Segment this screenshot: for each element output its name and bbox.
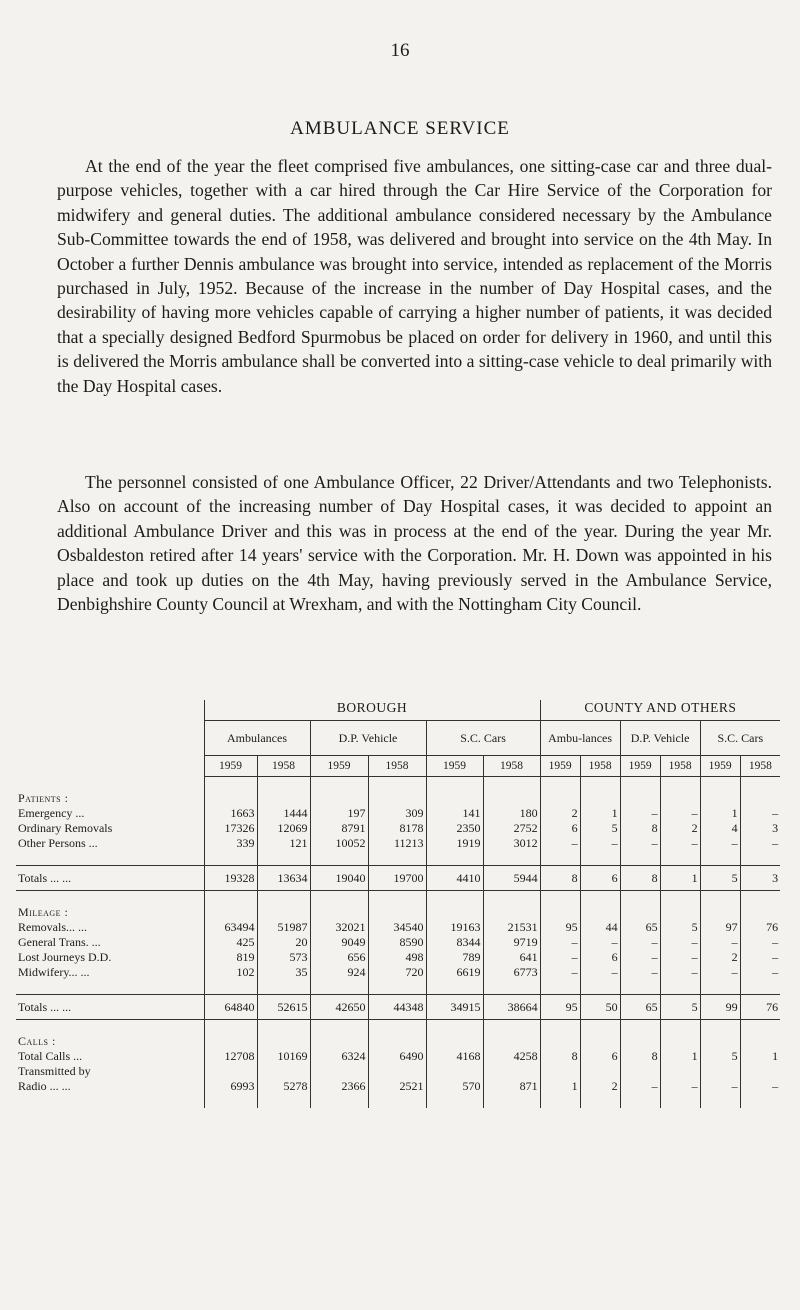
year-header: 1959 <box>620 756 660 777</box>
table-cell: 102 <box>204 965 257 980</box>
table-row <box>16 920 780 935</box>
table-cell: 1663 <box>204 806 257 821</box>
table-cell: 51987 <box>257 920 310 935</box>
table-cell <box>257 1064 310 1079</box>
table-cell: – <box>620 806 660 821</box>
table-cell <box>426 1064 483 1079</box>
table-row <box>16 806 780 821</box>
row-label: Totals ... ... <box>16 866 204 891</box>
table-cell: 1 <box>580 806 620 821</box>
table-cell <box>368 1064 426 1079</box>
table-row <box>16 1079 780 1094</box>
table-cell: 34540 <box>368 920 426 935</box>
row-label: Transmitted by <box>18 1064 91 1078</box>
section-heading-row <box>16 1034 780 1049</box>
table-cell: 50 <box>580 995 620 1020</box>
row-label: Ordinary Removals <box>18 821 113 835</box>
table-row <box>16 1064 780 1079</box>
table-cell: – <box>740 1079 780 1094</box>
table-cell: – <box>700 965 740 980</box>
section-heading: Patients : <box>18 791 69 805</box>
table-cell: 32021 <box>310 920 368 935</box>
table-cell: 12708 <box>204 1049 257 1064</box>
totals-row <box>16 866 780 891</box>
table-cell: 44348 <box>368 995 426 1020</box>
table-cell: 871 <box>483 1079 540 1094</box>
table-cell <box>660 1064 700 1079</box>
table-row <box>16 950 780 965</box>
year-header: 1958 <box>660 756 700 777</box>
table-cell: – <box>540 935 580 950</box>
table-cell: – <box>660 935 700 950</box>
table-cell: 570 <box>426 1079 483 1094</box>
table-cell: 180 <box>483 806 540 821</box>
year-header: 1958 <box>740 756 780 777</box>
sub-header-county-dp-vehicle: D.P. Vehicle <box>620 721 700 756</box>
table-cell: 1 <box>740 1049 780 1064</box>
group-header-county: COUNTY AND OTHERS <box>540 700 780 721</box>
year-header: 1958 <box>368 756 426 777</box>
table-cell: 2350 <box>426 821 483 836</box>
section-heading: Calls : <box>18 1034 56 1048</box>
page-number: 16 <box>390 40 410 61</box>
table-cell: – <box>660 1079 700 1094</box>
table-cell: 9049 <box>310 935 368 950</box>
table-cell: – <box>540 836 580 851</box>
table-cell: 2366 <box>310 1079 368 1094</box>
table-cell: – <box>740 836 780 851</box>
table-cell: – <box>740 806 780 821</box>
table-row <box>16 821 780 836</box>
table-cell: 64840 <box>204 995 257 1020</box>
table-cell: 1 <box>660 866 700 891</box>
table-cell: 8 <box>540 1049 580 1064</box>
table-cell: – <box>740 950 780 965</box>
table-cell: 4410 <box>426 866 483 891</box>
table-cell: 4168 <box>426 1049 483 1064</box>
table-cell: – <box>660 965 700 980</box>
table-cell: 2 <box>700 950 740 965</box>
table-cell: 6993 <box>204 1079 257 1094</box>
year-header: 1959 <box>204 756 257 777</box>
ambulance-statistics-table <box>16 700 780 1108</box>
table-row <box>16 935 780 950</box>
table-cell: 8178 <box>368 821 426 836</box>
table-cell: – <box>620 1079 660 1094</box>
table-cell: 20 <box>257 935 310 950</box>
table-cell: 17326 <box>204 821 257 836</box>
table-cell: 19700 <box>368 866 426 891</box>
table-cell: – <box>700 1079 740 1094</box>
table-cell: 2 <box>580 1079 620 1094</box>
table-cell: 5 <box>580 821 620 836</box>
table-cell: 35 <box>257 965 310 980</box>
row-label: Other Persons ... <box>18 836 98 850</box>
table-cell: 8 <box>540 866 580 891</box>
table-cell: 4 <box>700 821 740 836</box>
table-cell: 44 <box>580 920 620 935</box>
row-label: Lost Journeys D.D. <box>18 950 112 964</box>
sub-header-ambulances: Ambulances <box>204 721 310 756</box>
table-cell: 8 <box>620 1049 660 1064</box>
table-cell <box>700 1064 740 1079</box>
sub-header-county-ambulances: Ambu-lances <box>540 721 620 756</box>
table-cell: 76 <box>740 995 780 1020</box>
table-cell: 21531 <box>483 920 540 935</box>
group-header-borough: BOROUGH <box>204 700 540 721</box>
table-cell: 309 <box>368 806 426 821</box>
table-cell: 8 <box>620 821 660 836</box>
table-cell: 425 <box>204 935 257 950</box>
table-cell: 34915 <box>426 995 483 1020</box>
table-cell: 720 <box>368 965 426 980</box>
table-cell: 10169 <box>257 1049 310 1064</box>
year-header: 1958 <box>580 756 620 777</box>
totals-row <box>16 995 780 1020</box>
table-row <box>16 965 780 980</box>
table-cell: – <box>620 935 660 950</box>
table-cell: 6 <box>580 1049 620 1064</box>
row-label: Total Calls ... <box>18 1049 83 1063</box>
table-cell: 656 <box>310 950 368 965</box>
page-title: AMBULANCE SERVICE <box>290 118 510 139</box>
table-cell: 6490 <box>368 1049 426 1064</box>
table-cell: 4258 <box>483 1049 540 1064</box>
table-cell: – <box>660 950 700 965</box>
table-cell: 11213 <box>368 836 426 851</box>
table-cell <box>620 1064 660 1079</box>
table-cell: 6324 <box>310 1049 368 1064</box>
section-heading-row <box>16 791 780 806</box>
table-cell: – <box>740 935 780 950</box>
table-cell: 789 <box>426 950 483 965</box>
table-cell: 1 <box>660 1049 700 1064</box>
table-cell: 95 <box>540 995 580 1020</box>
table-cell: – <box>660 836 700 851</box>
table-cell: – <box>540 965 580 980</box>
year-header: 1958 <box>483 756 540 777</box>
table-cell: 3012 <box>483 836 540 851</box>
table-cell: 1 <box>540 1079 580 1094</box>
table-cell: 42650 <box>310 995 368 1020</box>
sub-header-dp-vehicle: D.P. Vehicle <box>310 721 426 756</box>
table-cell: 5944 <box>483 866 540 891</box>
table-cell: 13634 <box>257 866 310 891</box>
table-cell: 8590 <box>368 935 426 950</box>
table-cell: 641 <box>483 950 540 965</box>
table-cell: 19328 <box>204 866 257 891</box>
table-cell: 76 <box>740 920 780 935</box>
table-cell: – <box>580 965 620 980</box>
table-cell: – <box>540 950 580 965</box>
paragraph-personnel: The personnel consisted of one Ambulance Officer, 22 Driver/Attendants and two Telephonists. Also on account of the increasing number of Day Hospital cases, it was decided to appoint an additional Ambulance Driver and this was in process at the end of the year. During the year Mr. Osbaldeston retired after 14 years' service with the Corporation. Mr. H. Down was appointed in his place and took up duties on the 4th May, having previously served in the Ambulance Service, Denbighshire County Council at Wrexham, and with the Nottingham City Council. <box>57 472 772 615</box>
table-cell: – <box>740 965 780 980</box>
table-cell: 2521 <box>368 1079 426 1094</box>
table-cell: – <box>580 935 620 950</box>
table-cell: – <box>700 935 740 950</box>
sub-header-county-sc-cars: S.C. Cars <box>700 721 780 756</box>
table-cell: 63494 <box>204 920 257 935</box>
table-cell: 10052 <box>310 836 368 851</box>
table-cell <box>540 1064 580 1079</box>
table-cell: – <box>620 965 660 980</box>
table-cell: 339 <box>204 836 257 851</box>
table-cell: 6 <box>580 950 620 965</box>
table-cell: 819 <box>204 950 257 965</box>
table-cell: 38664 <box>483 995 540 1020</box>
table-cell: 19163 <box>426 920 483 935</box>
table-cell: 573 <box>257 950 310 965</box>
table-cell: 5 <box>660 995 700 1020</box>
table-cell: – <box>620 950 660 965</box>
table-cell: 141 <box>426 806 483 821</box>
table-cell <box>204 1064 257 1079</box>
table-cell <box>483 1064 540 1079</box>
year-header: 1959 <box>540 756 580 777</box>
table-cell: 99 <box>700 995 740 1020</box>
table-cell: 97 <box>700 920 740 935</box>
table-cell: 5 <box>660 920 700 935</box>
table-cell: 924 <box>310 965 368 980</box>
table-cell: – <box>700 836 740 851</box>
table-cell: 197 <box>310 806 368 821</box>
section-heading-row <box>16 905 780 920</box>
table-cell: 19040 <box>310 866 368 891</box>
table-cell: 5 <box>700 1049 740 1064</box>
table-cell: 5278 <box>257 1079 310 1094</box>
table-cell: 9719 <box>483 935 540 950</box>
row-label: Removals... ... <box>18 920 87 934</box>
table-cell: 8344 <box>426 935 483 950</box>
year-header: 1958 <box>257 756 310 777</box>
table-cell: 3 <box>740 821 780 836</box>
year-header: 1959 <box>310 756 368 777</box>
table-cell: 8791 <box>310 821 368 836</box>
table-cell: – <box>620 836 660 851</box>
table-cell <box>740 1064 780 1079</box>
table-cell: 2 <box>540 806 580 821</box>
table-cell: 2752 <box>483 821 540 836</box>
table-cell <box>310 1064 368 1079</box>
table-cell: 8 <box>620 866 660 891</box>
year-header: 1959 <box>700 756 740 777</box>
table-cell: 1919 <box>426 836 483 851</box>
table-cell: 3 <box>740 866 780 891</box>
table-cell: 498 <box>368 950 426 965</box>
table-cell: 121 <box>257 836 310 851</box>
table-cell: 6 <box>580 866 620 891</box>
row-label: Midwifery... ... <box>18 965 90 979</box>
table-cell: – <box>660 806 700 821</box>
section-heading: Mileage : <box>18 905 69 919</box>
sub-header-sc-cars: S.C. Cars <box>426 721 540 756</box>
row-label: Totals ... ... <box>16 995 204 1020</box>
table-cell: 6773 <box>483 965 540 980</box>
year-header: 1959 <box>426 756 483 777</box>
table-cell: 52615 <box>257 995 310 1020</box>
table-cell: 12069 <box>257 821 310 836</box>
table-row <box>16 836 780 851</box>
table-cell: 65 <box>620 995 660 1020</box>
table-cell: – <box>580 836 620 851</box>
table-cell: 5 <box>700 866 740 891</box>
table-cell: 1 <box>700 806 740 821</box>
row-label: General Trans. ... <box>18 935 101 949</box>
table-cell: 6619 <box>426 965 483 980</box>
row-label: Emergency ... <box>18 806 85 820</box>
table-cell: 6 <box>540 821 580 836</box>
row-label: Radio ... ... <box>18 1079 71 1093</box>
table-cell: 1444 <box>257 806 310 821</box>
table-cell: 95 <box>540 920 580 935</box>
table-cell: 65 <box>620 920 660 935</box>
table-cell: 2 <box>660 821 700 836</box>
table-row <box>16 1049 780 1064</box>
paragraph-fleet: At the end of the year the fleet comprised five ambulances, one sitting-case car and three dual-purpose vehicles, together with a car hired through the Car Hire Service of the Corporation for midwifery and general duties. The additional ambulance considered necessary by the Ambulance Sub-Committee towards the end of 1958, was delivered and brought into service on the 4th May. In October a further Dennis ambulance was brought into service, intended as replacement of the Morris purchased in July, 1952. Because of the increase in the number of Day Hospital cases, and the desirability of having more vehicles capable of carrying a higher number of patients, it was decided that a specially designed Bedford Spurmobus be placed on order for delivery in 1960, and until this is delivered the Morris ambulance shall be converted into a sitting-case vehicle to deal primarily with the Day Hospital cases. <box>57 156 772 396</box>
table-cell <box>580 1064 620 1079</box>
